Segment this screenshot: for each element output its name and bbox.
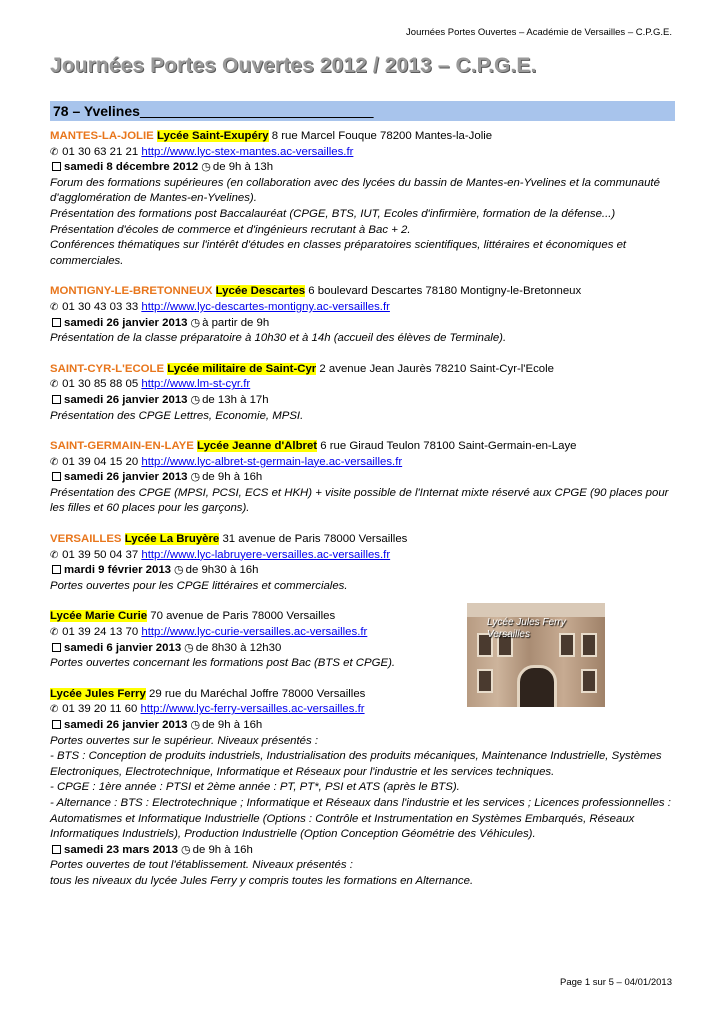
open-day-time: de 9h à 16h <box>192 843 253 856</box>
phone-number: 01 39 20 11 60 <box>62 703 138 716</box>
contact-line <box>50 300 675 316</box>
photo-window <box>477 669 493 693</box>
region-heading <box>50 101 675 121</box>
calendar-icon <box>52 162 61 171</box>
open-day-date: samedi 26 janvier 2013 <box>64 316 188 329</box>
school-website-link[interactable]: http://www.lyc-ferry-versailles.ac-versailles.fr <box>140 703 365 716</box>
school-website-link[interactable]: http://www.lm-st-cyr.fr <box>141 378 251 391</box>
photo-window <box>581 633 597 657</box>
phone-icon: ✆ <box>50 146 59 158</box>
description-line: tous les niveaux du lycée Jules Ferry y compris toutes les formations en Alternance. <box>50 874 474 887</box>
content <box>50 129 675 905</box>
clock-icon: ◷ <box>190 471 201 484</box>
description-line: Portes ouvertes de tout l'établissement. Niveaux présentés : <box>50 859 353 872</box>
description-line: Portes ouvertes concernant les formations post Bac (BTS et CPGE). <box>50 657 396 670</box>
entry-title-line <box>50 362 675 378</box>
open-day-date: mardi 9 février 2013 <box>64 564 172 577</box>
school-entry <box>50 532 675 594</box>
date-line <box>50 316 675 332</box>
phone-number: 01 39 24 13 70 <box>62 626 139 639</box>
calendar-icon <box>52 643 61 652</box>
school-address: 6 rue Giraud Teulon 78100 Saint-Germain-en-Laye <box>320 440 577 453</box>
description-line: Présentation des formations post Baccalauréat (CPGE, BTS, IUT, Ecoles d'infirmière, formation de la défense...) <box>50 207 616 220</box>
school-website-link[interactable]: http://www.lyc-curie-versailles.ac-versailles.fr <box>141 626 368 639</box>
school-entry <box>50 129 675 269</box>
page-header: Journées Portes Ouvertes – Académie de Versailles – C.P.G.E. <box>406 27 672 38</box>
calendar-icon <box>52 565 61 574</box>
calendar-icon <box>52 395 61 404</box>
clock-icon: ◷ <box>190 719 201 731</box>
region-label: 78 – Yvelines <box>53 103 140 119</box>
school-website-link[interactable]: http://www.lyc-albret-st-germain-laye.ac-versailles.fr <box>141 455 403 468</box>
school-photo <box>467 603 605 707</box>
phone-icon: ✆ <box>50 379 59 391</box>
photo-caption-line: Lycée Jules Ferry <box>487 617 566 628</box>
school-address: 70 avenue de Paris 78000 Versailles <box>150 610 336 623</box>
description-line: - CPGE : 1ère année : PTSI et 2ème année : PT, PT*, PSI et ATS (après le BTS). <box>50 781 460 794</box>
photo-door <box>517 665 557 707</box>
date-line <box>50 563 675 579</box>
phone-number: 01 30 63 21 21 <box>62 145 139 158</box>
open-day-date: samedi 23 mars 2013 <box>64 843 178 856</box>
page-footer: Page 1 sur 5 – 04/01/2013 <box>560 977 672 989</box>
photo-caption <box>487 617 566 641</box>
phone-icon: ✆ <box>50 704 59 716</box>
phone-number: 01 39 04 15 20 <box>62 455 139 468</box>
clock-icon: ◷ <box>181 843 191 856</box>
open-day-date: samedi 26 janvier 2013 <box>64 393 188 406</box>
description-line: - BTS : Conception de produits industriels, Industrialisation des produits mécaniques, Maintenance Industrielle, Systèmes Electroniques, Electrotechnique, Informatique et Réseaux pour l'industrie et les services techniques. <box>50 750 662 778</box>
school-entry <box>50 439 675 517</box>
school-entry <box>50 284 675 346</box>
photo-roof <box>467 603 605 617</box>
phone-icon: ✆ <box>50 456 59 468</box>
date-line <box>50 470 675 486</box>
open-day-time: de 13h à 17h <box>202 393 269 406</box>
photo-window <box>581 669 597 693</box>
date-line <box>50 843 675 859</box>
school-name: Lycée Jeanne d'Albret <box>197 440 318 453</box>
description-line: Portes ouvertes pour les CPGE littéraires et commerciales. <box>50 579 348 592</box>
phone-icon: ✆ <box>50 549 59 561</box>
description-line: - Alternance : BTS : Electrotechnique ; Informatique et Réseaux dans l'industrie et les services ; Licences professionnelles : Automatismes et Informatique Industrielle (Options : Contrôle et Instrumentation en Systèmes Embarqués, Réseaux Informatiques Industriels), Production Industrielle (Option Conception Géométrie des Véhicules). <box>50 796 671 841</box>
calendar-icon <box>52 318 61 327</box>
school-website-link[interactable]: http://www.lyc-descartes-montigny.ac-versailles.fr <box>141 300 390 313</box>
city-name: SAINT-CYR-L'ECOLE <box>50 362 165 375</box>
school-name: Lycée Saint-Exupéry <box>156 130 269 142</box>
date-line <box>50 160 675 176</box>
open-day-date: samedi 26 janvier 2013 <box>64 471 188 484</box>
entry-jules-ferry <box>50 687 675 890</box>
city-name: VERSAILLES <box>50 533 122 546</box>
school-address: 6 boulevard Descartes 78180 Montigny-le-Bretonneux <box>308 285 582 298</box>
entry-title-line <box>50 129 675 145</box>
region-underline: ______________________________ <box>139 103 374 119</box>
open-day-time: de 9h à 13h <box>212 161 274 174</box>
clock-icon: ◷ <box>201 161 211 174</box>
school-address: 29 rue du Maréchal Joffre 78000 Versailles <box>149 687 366 700</box>
open-day-time: à partir de 9h <box>202 316 270 329</box>
school-address: 2 avenue Jean Jaurès 78210 Saint-Cyr-l'Ecole <box>319 362 554 375</box>
calendar-icon <box>52 720 61 729</box>
contact-line <box>50 377 675 393</box>
contact-line <box>50 455 675 471</box>
school-entry <box>50 362 675 424</box>
open-day-time: de 8h30 à 12h30 <box>195 641 282 654</box>
description-block <box>50 858 675 889</box>
description-line: Présentation d'écoles de commerce et d'ingénieurs recrutant à Bac + 2. <box>50 223 411 236</box>
page-title: Journées Portes Ouvertes 2012 / 2013 – C.P.G.E. <box>50 54 537 77</box>
city-name: SAINT-GERMAIN-EN-LAYE <box>50 440 194 453</box>
clock-icon: ◷ <box>174 564 184 577</box>
phone-number: 01 30 43 03 33 <box>62 300 139 313</box>
description-line: Forum des formations supérieures (en collaboration avec des lycées du bassin de Mantes-en-Yvelines et la communauté d'agglomération de Mantes-en-Yvelines). <box>50 176 660 205</box>
entry-title-line <box>50 532 675 548</box>
clock-icon: ◷ <box>184 641 194 654</box>
open-day-date: samedi 6 janvier 2013 <box>64 641 182 654</box>
date-line <box>50 393 675 409</box>
entry-title-line <box>50 284 675 300</box>
phone-icon: ✆ <box>50 627 59 639</box>
entry-title-line <box>50 439 675 455</box>
open-day-date: samedi 8 décembre 2012 <box>64 161 199 174</box>
open-day-time: de 9h à 16h <box>202 471 263 484</box>
school-address: 31 avenue de Paris 78000 Versailles <box>222 533 408 546</box>
school-name: Lycée militaire de Saint-Cyr <box>167 362 317 375</box>
description-block <box>50 734 675 843</box>
date-line <box>50 718 675 734</box>
description-line: Portes ouvertes sur le supérieur. Niveaux présentés : <box>50 734 319 747</box>
clock-icon: ◷ <box>190 393 201 406</box>
school-website-link[interactable]: http://www.lyc-stex-mantes.ac-versailles.fr <box>141 145 354 158</box>
description-line: Conférences thématiques sur l'intérêt d'études en classes préparatoires scientifiques, littéraires et économiques et commerciales. <box>50 239 627 267</box>
school-name: Lycée Marie Curie <box>50 610 148 623</box>
contact-line <box>50 548 675 564</box>
clock-icon: ◷ <box>190 316 201 329</box>
school-name: Lycée Jules Ferry <box>50 687 146 700</box>
description-line: Présentation des CPGE (MPSI, PCSI, ECS et HKH) + visite possible de l'Internat mixte réservé aux CPGE (90 places pour les filles et 60 places pour les garçons). <box>50 486 669 515</box>
open-day-date: samedi 26 janvier 2013 <box>64 719 188 731</box>
city-name: MANTES-LA-JOLIE <box>50 130 154 142</box>
phone-icon: ✆ <box>50 301 59 313</box>
school-website-link[interactable]: http://www.lyc-labruyere-versailles.ac-versailles.fr <box>141 548 391 561</box>
phone-number: 01 30 85 88 05 <box>62 378 139 391</box>
phone-number: 01 39 50 04 37 <box>62 548 139 561</box>
calendar-icon <box>52 472 61 481</box>
school-name: Lycée Descartes <box>215 285 306 298</box>
calendar-icon <box>52 845 61 854</box>
school-address: 8 rue Marcel Fouque 78200 Mantes-la-Jolie <box>271 130 493 142</box>
entries-list <box>50 129 675 672</box>
open-day-time: de 9h à 16h <box>202 719 263 731</box>
open-day-time: de 9h30 à 16h <box>185 564 259 577</box>
description-line: Présentation de la classe préparatoire à 10h30 et à 14h (accueil des élèves de Terminale). <box>50 332 507 345</box>
photo-caption-line: Versailles <box>487 629 530 640</box>
school-name: Lycée La Bruyère <box>124 533 220 546</box>
contact-line <box>50 145 675 161</box>
description-line: Présentation des CPGE Lettres, Economie, MPSI. <box>50 409 304 422</box>
city-name: MONTIGNY-LE-BRETONNEUX <box>50 285 213 298</box>
